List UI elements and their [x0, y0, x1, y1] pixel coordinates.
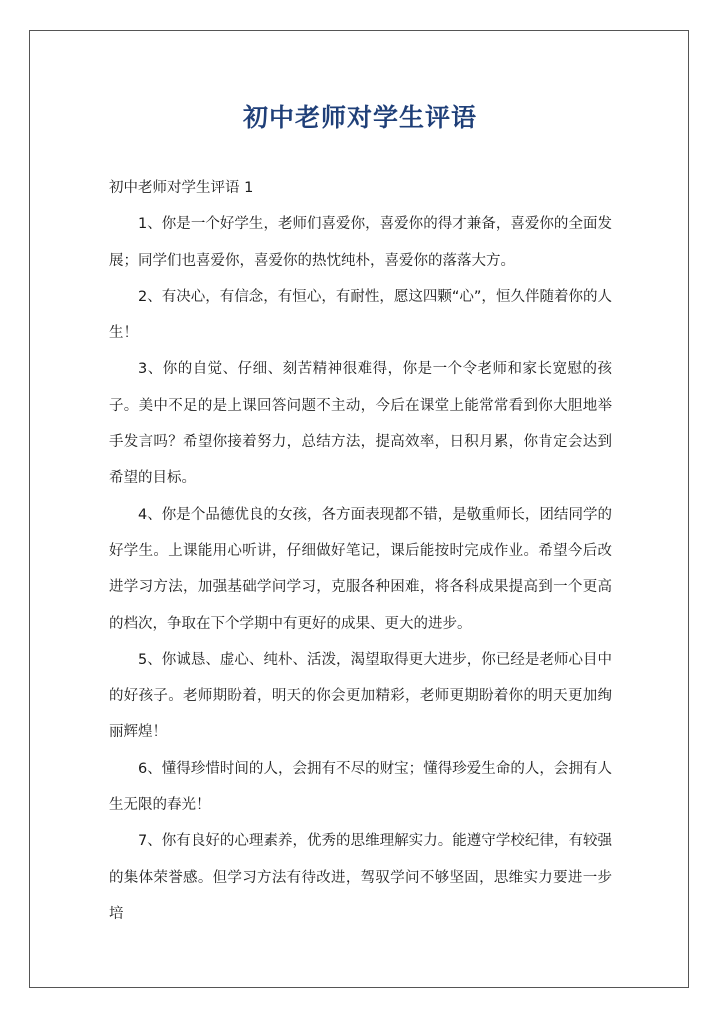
section-subtitle: 初中老师对学生评语 1 [109, 180, 254, 196]
paragraph-2: 2、有决心，有信念，有恒心，有耐性，愿这四颗“心”，恒久伴随着你的人生！ [109, 288, 612, 342]
paragraph-5: 5、你诚恳、虚心、纯朴、活泼，渴望取得更大进步，你已经是老师心目中的好孩子。老师期盼着，明天的你会更加精彩，老师更期盼着你的明天更加绚丽辉煌！ [109, 651, 612, 741]
paragraph-3: 3、你的自觉、仔细、刻苦精神很难得，你是一个令老师和家长宽慰的孩子。美中不足的是上课回答问题不主动，今后在课堂上能常常看到你大胆地举手发言吗？希望你接着努力，总结方法，提高效率，日积月累，你肯定会达到希望的目标。 [109, 361, 612, 487]
document-title: 初中老师对学生评语 [242, 103, 477, 132]
paragraph-4: 4、你是个品德优良的女孩，各方面表现都不错，是敬重师长，团结同学的好学生。上课能用心听讲，仔细做好笔记，课后能按时完成作业。希望今后改进学习方法，加强基础学问学习，克服各种困难，将各科成果提高到一个更高的档次，争取在下个学期中有更好的成果、更大的进步。 [109, 506, 612, 632]
document-body [109, 170, 612, 932]
paragraph-6: 6、懂得珍惜时间的人，会拥有不尽的财宝；懂得珍爱生命的人，会拥有人生无限的春光！ [109, 760, 612, 814]
paragraph-7: 7、你有良好的心理素养，优秀的思维理解实力。能遵守学校纪律，有较强的集体荣誉感。但学习方法有待改进，驾驭学问不够坚固，思维实力要进一步培 [109, 833, 612, 922]
paragraph-1: 1、你是一个好学生，老师们喜爱你，喜爱你的得才兼备，喜爱你的全面发展；同学们也喜爱你，喜爱你的热忱纯朴，喜爱你的落落大方。 [109, 216, 612, 269]
